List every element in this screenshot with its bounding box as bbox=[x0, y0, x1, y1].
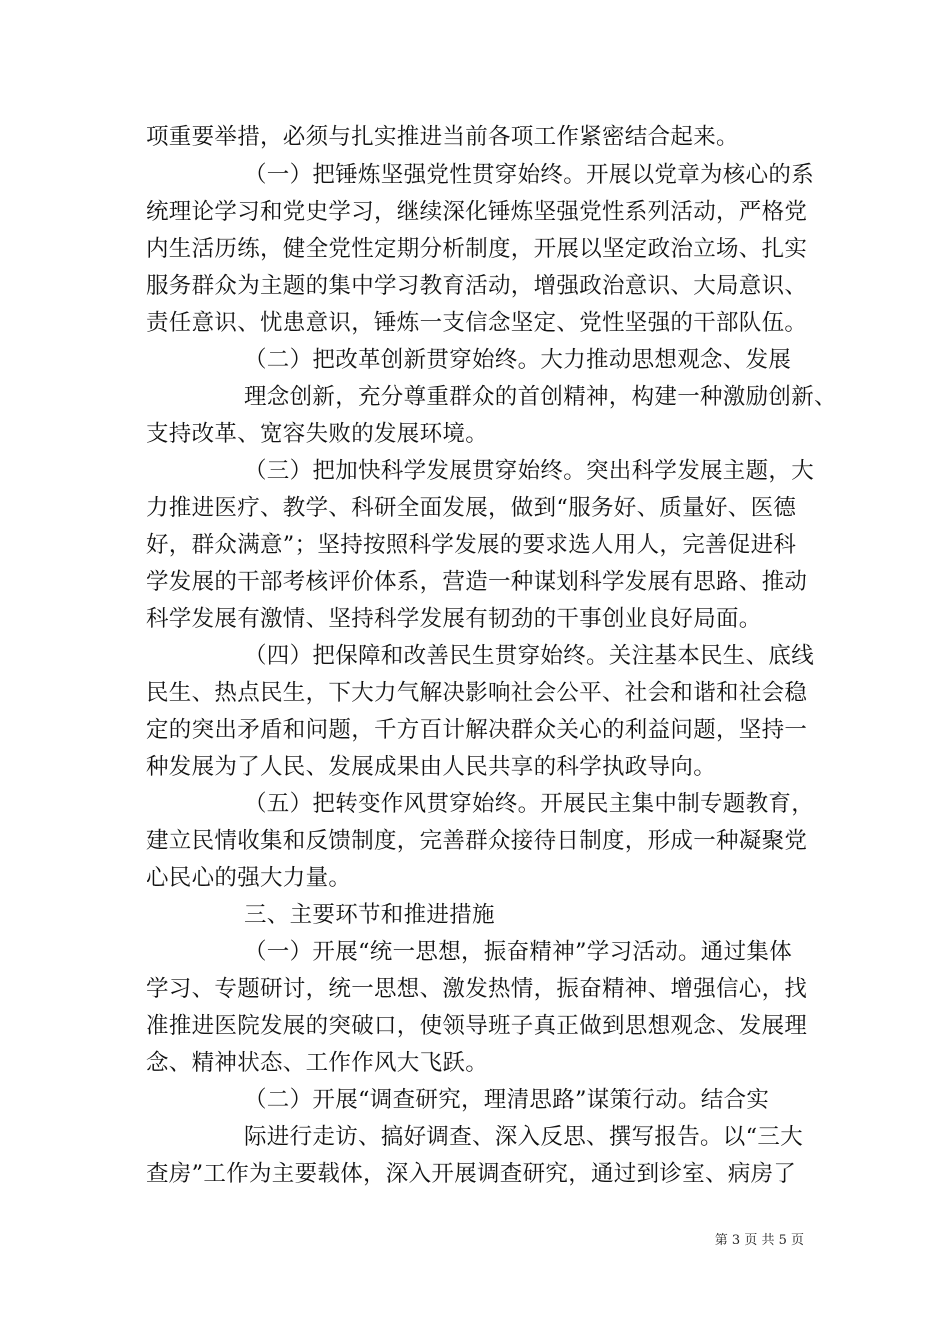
text-line: 种发展为了人民、发展成果由人民共享的科学执政导向。 bbox=[146, 754, 717, 780]
text-line: 理念创新，充分尊重群众的首创精神，构建一种激励创新、 bbox=[244, 384, 837, 410]
text-line: （一）开展“统一思想，振奋精神”学习活动。通过集体 bbox=[244, 939, 793, 965]
text-line: （一）把锤炼坚强党性贯穿始终。开展以党章为核心的系 bbox=[244, 162, 815, 188]
text-line: 查房”工作为主要载体，深入开展调查研究，通过到诊室、病房了 bbox=[146, 1161, 797, 1187]
text-line: （二）开展“调查研究，理清思路”谋策行动。结合实 bbox=[244, 1087, 770, 1113]
text-line: 建立民情收集和反馈制度，完善群众接待日制度，形成一种凝聚党 bbox=[146, 828, 808, 854]
text-line: 科学发展有激情、坚持科学发展有韧劲的干事创业良好局面。 bbox=[146, 606, 762, 632]
text-line: 心民心的强大力量。 bbox=[146, 865, 352, 891]
text-line: 责任意识、忧患意识，锤炼一支信念坚定、党性坚强的干部队伍。 bbox=[146, 310, 808, 336]
text-line: 力推进医疗、教学、科研全面发展，做到“服务好、质量好、医德 bbox=[146, 495, 797, 521]
text-line: 际进行走访、搞好调查、深入反思、撰写报告。以“三大 bbox=[244, 1124, 804, 1150]
text-line: 好，群众满意”；坚持按照科学发展的要求选人用人，完善促进科 bbox=[146, 532, 797, 558]
page-number: 第 3 页 共 5 页 bbox=[714, 1233, 804, 1248]
text-line: 准推进医院发展的突破口，使领导班子真正做到思想观念、发展理 bbox=[146, 1013, 808, 1039]
text-line: 民生、热点民生，下大力气解决影响社会公平、社会和谐和社会稳 bbox=[146, 680, 808, 706]
text-line: 项重要举措，必须与扎实推进当前各项工作紧密结合起来。 bbox=[146, 124, 739, 150]
text-line: （五）把转变作风贯穿始终。开展民主集中制专题教育， bbox=[244, 791, 815, 817]
text-line: （三）把加快科学发展贯穿始终。突出科学发展主题，大 bbox=[244, 458, 815, 484]
text-line: 定的突出矛盾和问题，千方百计解决群众关心的利益问题，坚持一 bbox=[146, 717, 808, 743]
text-line: 学发展的干部考核评价体系，营造一种谋划科学发展有思路、推动 bbox=[146, 569, 808, 595]
text-line: （四）把保障和改善民生贯穿始终。关注基本民生、底线 bbox=[244, 643, 815, 669]
text-line: 内生活历练，健全党性定期分析制度，开展以坚定政治立场、扎实 bbox=[146, 236, 808, 262]
text-line: 支持改革、宽容失败的发展环境。 bbox=[146, 421, 489, 447]
text-line: （二）把改革创新贯穿始终。大力推动思想观念、发展 bbox=[244, 347, 792, 373]
text-line: 念、精神状态、工作作风大飞跃。 bbox=[146, 1050, 489, 1076]
text-line: 学习、专题研讨，统一思想、激发热情，振奋精神、增强信心，找 bbox=[146, 976, 808, 1002]
text-line: 统理论学习和党史学习，继续深化锤炼坚强党性系列活动，严格党 bbox=[146, 199, 808, 225]
section-heading: 三、主要环节和推进措施 bbox=[244, 902, 495, 928]
text-line: 服务群众为主题的集中学习教育活动，增强政治意识、大局意识、 bbox=[146, 273, 808, 299]
